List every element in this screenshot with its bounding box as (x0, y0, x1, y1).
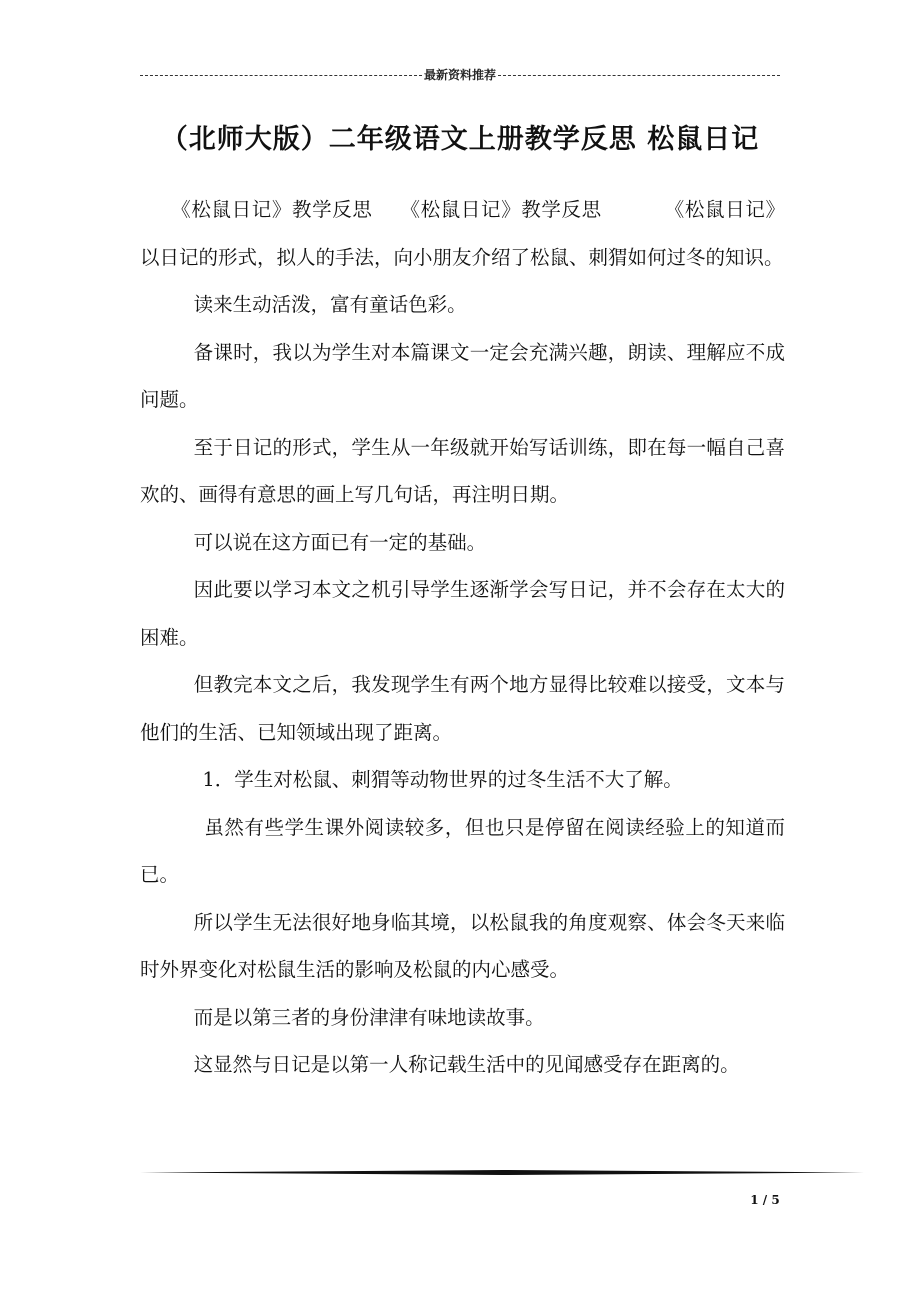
header-dash-right (498, 75, 780, 76)
header-dash-left (140, 75, 422, 76)
footer-divider (140, 1170, 864, 1175)
intro-part-1: 《松鼠日记》教学反思 (171, 198, 373, 221)
paragraph: 备课时，我以为学生对本篇课文一定会充满兴趣，朗读、理解应不成问题。 (140, 340, 785, 411)
header-label: 最新资料推荐 (424, 68, 497, 82)
document-body (140, 186, 785, 1089)
intro-part-3: 《松鼠日记》以日记的形式，拟人的手法，向小朋友介绍了松鼠、刺猬如何过冬的知识。 (140, 198, 785, 269)
paragraph: 而是以第三者的身份津津有味地读故事。 (193, 1005, 545, 1029)
intro-part-2: 《松鼠日记》教学反思 (399, 198, 602, 221)
numbered-item: 1．学生对松鼠、刺猬等动物世界的过冬生活不大了解。 (202, 768, 683, 791)
paragraph: 读来生动活泼，富有童话色彩。 (193, 293, 467, 316)
paragraph: 可以说在这方面已有一定的基础。 (193, 530, 487, 554)
page-header (140, 66, 780, 84)
paragraph: 这显然与日记是以第一人称记载生活中的见闻感受存在距离的。 (193, 1053, 740, 1076)
paragraph: 因此要以学习本文之机引导学生逐渐学会写日记，并不会存在太大的困难。 (140, 578, 785, 649)
paragraph: 所以学生无法很好地身临其境，以松鼠我的角度观察、体会冬天来临时外界变化对松鼠生活的影响及松鼠的内心感受。 (140, 910, 785, 981)
paragraph: 虽然有些学生课外阅读较多，但也只是停留在阅读经验上的知道而已。 (140, 815, 785, 886)
paragraph-intro (140, 186, 785, 281)
document-title: （北师大版）二年级语文上册教学反思 松鼠日记 (160, 124, 760, 155)
paragraph: 但教完本文之后，我发现学生有两个地方显得比较难以接受，文本与他们的生活、已知领域出现了距离。 (140, 673, 785, 744)
page-number: 1 / 5 (750, 1193, 780, 1207)
paragraph: 至于日记的形式，学生从一年级就开始写话训练，即在每一幅自己喜欢的、画得有意思的画上写几句话，再注明日期。 (140, 435, 785, 506)
